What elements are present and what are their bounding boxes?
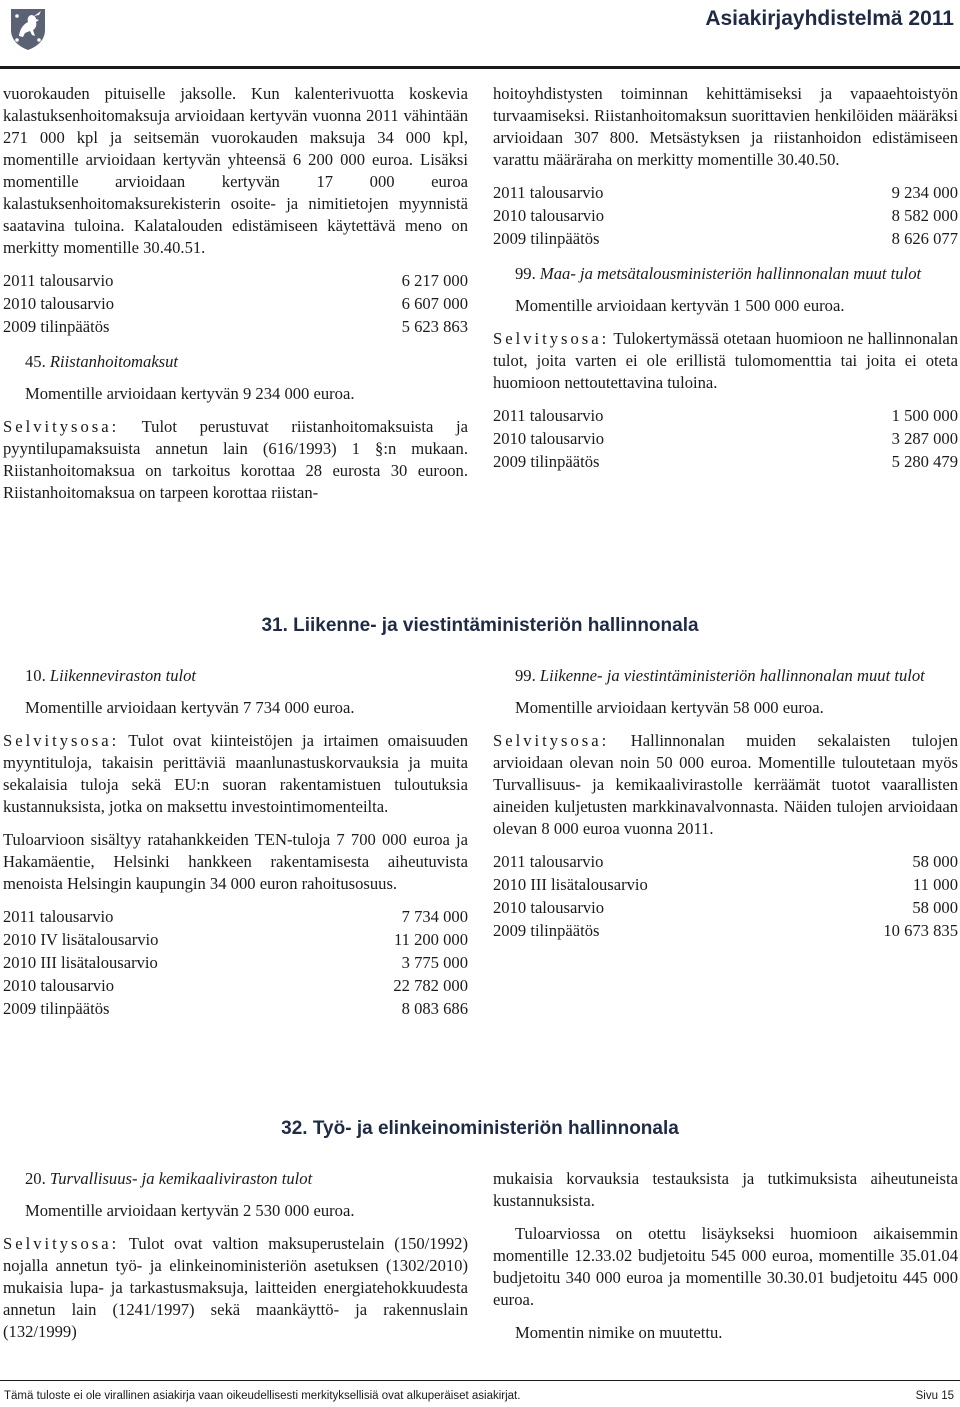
paragraph: Tuloarviossa on otettu lisäykseksi huomioon aikaisemmin momentille 12.33.02 budjetoitu 545 000 euroa, momentille 35.01.04 budjetoitu 340 000 euroa ja momentille 30.30.01 budjetoitu 445 000 euroa. [493,1224,958,1309]
budget-value: 7 734 000 [401,907,468,926]
item-heading [515,263,958,285]
estimate-text: Momentille arvioidaan kertyvän 1 500 000 euroa. [515,296,845,315]
item-heading [3,665,468,687]
budget-value: 22 782 000 [393,976,468,995]
table-row [3,316,468,339]
selvitysosa-label: Selvitysosa: [3,417,120,436]
top-left-column [3,83,468,515]
selvitysosa-paragraph [493,328,958,394]
table-row [493,851,958,874]
budget-label: 2010 III lisätalousarvio [493,875,648,894]
selvitysosa-text: Tulot perustuvat riistanhoitomaksuista ja pyyntilupamaksuista annetun lain (616/1993) 1 §:n mukaan. Riistanhoitomaksua on tarkoitus korottaa 28 eurosta 30 euroon. Riistanhoitomaksua on tarpeen korottaa riistan- [3,417,468,502]
item-title: Riistanhoitomaksut [49,352,179,371]
budget-value: 10 673 835 [883,921,958,940]
budget-label: 2009 tilinpäätös [3,317,110,336]
item-number: 10. [25,666,46,685]
table-row [493,920,958,943]
budget-value: 5 623 863 [401,317,468,336]
item-title: Maa- ja metsätalousministeriön hallinnonalan muut tulot [539,264,922,283]
table-row [3,952,468,975]
selvitysosa-label: Selvitysosa: [493,329,610,348]
budget-label: 2010 talousarvio [3,294,115,313]
budget-value: 8 083 686 [401,999,468,1018]
budget-table [3,906,468,1021]
table-row [493,874,958,897]
budget-label: 2010 IV lisätalousarvio [3,930,159,949]
paragraph: Momentin nimike on muutettu. [515,1323,723,1342]
table-row [493,428,958,451]
table-row [3,998,468,1021]
item-number: 99. [515,666,536,685]
budget-value: 9 234 000 [891,183,958,202]
selvitysosa-paragraph [3,730,468,818]
mid-right-column [493,665,958,955]
budget-value: 8 626 077 [891,229,958,248]
estimate-text: Momentille arvioidaan kertyvän 7 734 000 euroa. [25,698,355,717]
selvitysosa-label: Selvitysosa: [493,731,610,750]
budget-table [493,405,958,474]
table-row [493,451,958,474]
paragraph: vuorokauden pituiselle jaksolle. Kun kalenterivuotta koskevia kalastuksenhoitomaksuja arvioidaan kertyvän vuonna 2011 vähintään 271 000 kpl ja seitsemän vuorokauden maksuja 34 000 kpl, momentille arvioidaan kertyvän yhteensä 6 200 000 euroa. Lisäksi momentille arvioidaan kertyvän 17 000 euroa kalastuksenhoitomaksurekisterin osoite- ja nimitietojen myynnistä saatavina tuloina. Kalatalouden edistämiseen käytettävä meno on merkitty momentille 30.40.51. [3,84,468,257]
table-row [493,205,958,228]
item-title: Liikenne- ja viestintäministeriön hallinnonalan muut tulot [539,666,925,685]
selvitysosa-paragraph [3,416,468,504]
budget-value: 58 000 [912,898,958,917]
budget-label: 2009 tilinpäätös [493,229,600,248]
top-right-column [493,83,958,486]
budget-label: 2010 talousarvio [493,206,605,225]
budget-value: 11 000 [912,875,958,894]
selvitysosa-text: Tulokertymässä otetaan huomioon ne hallinnonalan tulot, joita varten ei ole erillistä tulomomenttia tai joita ei oteta huomioon nettoutettavina tuloina. [493,329,958,392]
table-row [3,975,468,998]
selvitysosa-paragraph [3,1233,468,1343]
budget-label: 2010 talousarvio [493,898,605,917]
table-row [3,270,468,293]
item-title: Liikenneviraston tulot [49,666,197,685]
footer-disclaimer: Tämä tuloste ei ole virallinen asiakirja vaan oikeudellisesti merkityksellisiä ovat alkuperäiset asiakirjat. [4,1390,521,1402]
footer-divider [0,1380,960,1381]
selvitysosa-text: Tulot ovat valtion maksuperustelain (150/1992) nojalla annetun työ- ja elinkeinoministeriön asetuksen (1302/2010) mukaisia lupa- ja tarkastusmaksuja, laitteiden energiatehokkuudesta annetun lain (1241/1997) sekä maankäyttö- ja rakennuslain (132/1999) [3,1234,468,1341]
budget-value: 11 200 000 [393,930,468,949]
item-heading [3,351,468,373]
section-heading: 32. Työ- ja elinkeinoministeriön hallinnonala [281,1118,679,1139]
item-title: Turvallisuus- ja kemikaaliviraston tulot [49,1169,313,1188]
table-row [493,405,958,428]
budget-label: 2009 tilinpäätös [493,921,600,940]
budget-label: 2010 talousarvio [493,429,605,448]
budget-value: 1 500 000 [891,406,958,425]
document-title: Asiakirjayhdistelmä 2011 [705,7,954,30]
budget-label: 2011 talousarvio [3,271,114,290]
item-heading [515,665,958,687]
item-number: 45. [25,352,46,371]
selvitysosa-text: Tulot ovat kiinteistöjen ja irtaimen omaisuuden myyntituloja, takaisin perittäviä maanlunastuskorvauksia ja muita sekalaisia tuloja sekä EU:n suoran rakentamistuen tuloutuksia kustannuksista, jotka on maksettu investointimomenteilta. [3,731,468,816]
selvitysosa-label: Selvitysosa: [3,731,120,750]
table-row [493,182,958,205]
bottom-left-column [3,1168,468,1354]
budget-label: 2010 III lisätalousarvio [3,953,158,972]
budget-value: 58 000 [912,852,958,871]
item-number: 99. [515,264,536,283]
paragraph: Tuloarvioon sisältyy ratahankkeiden TEN-tuloja 7 700 000 euroa ja Hakamäentie, Helsinki hankkeen rakentamisesta aiheutuvista menoista Helsingin kaupungin 34 000 euron rahoitusosuus. [3,830,468,893]
estimate-text: Momentille arvioidaan kertyvän 9 234 000 euroa. [25,384,355,403]
selvitysosa-paragraph [493,730,958,840]
item-number: 20. [25,1169,46,1188]
budget-value: 3 775 000 [401,953,468,972]
selvitysosa-text: Hallinnonalan muiden sekalaisten tulojen arvioidaan olevan noin 50 000 euroa. Momentille tuloutetaan myös Turvallisuus- ja kemikaalivirastolle kerräämät tuotot vaarallisten aineiden kuljetusten markkinavalvonnasta. Näiden tulojen arvioidaan olevan 8 000 euroa vuonna 2011. [493,731,958,838]
budget-label: 2011 talousarvio [493,183,604,202]
budget-table [493,851,958,943]
paragraph: mukaisia korvauksia testauksista ja tutkimuksista aiheutuneista kustannuksista. [493,1169,958,1210]
estimate-text: Momentille arvioidaan kertyvän 58 000 euroa. [515,698,824,717]
budget-label: 2010 talousarvio [3,976,115,995]
budget-label: 2011 talousarvio [493,852,604,871]
page-header [0,0,960,72]
budget-value: 6 217 000 [401,271,468,290]
budget-value: 8 582 000 [891,206,958,225]
section-heading: 31. Liikenne- ja viestintäministeriön hallinnonala [261,615,699,636]
budget-label: 2011 talousarvio [3,907,114,926]
mid-left-column [3,665,468,1033]
estimate-text: Momentille arvioidaan kertyvän 2 530 000 euroa. [25,1201,355,1220]
budget-table [3,270,468,339]
bottom-right-column [493,1168,958,1355]
budget-value: 6 607 000 [401,294,468,313]
budget-label: 2011 talousarvio [493,406,604,425]
budget-value: 3 287 000 [891,429,958,448]
selvitysosa-label: Selvitysosa: [3,1234,120,1253]
table-row [3,906,468,929]
budget-value: 5 280 479 [891,452,958,471]
budget-label: 2009 tilinpäätös [493,452,600,471]
page-number: Sivu 15 [915,1390,954,1402]
table-row [493,228,958,251]
budget-label: 2009 tilinpäätös [3,999,110,1018]
table-row [3,929,468,952]
table-row [493,897,958,920]
budget-table [493,182,958,251]
lion-coat-of-arms-icon [8,6,48,52]
table-row [3,293,468,316]
header-divider [0,66,960,69]
paragraph: hoitoyhdistysten toiminnan kehittämiseksi ja vapaaehtoistyön turvaamiseksi. Riistanhoitomaksun suorittavien henkilöiden määräksi arvioidaan 307 800. Metsästyksen ja riistanhoidon edistämiseen varattu määräraha on merkitty momentille 30.40.50. [493,84,958,169]
item-heading [3,1168,468,1190]
